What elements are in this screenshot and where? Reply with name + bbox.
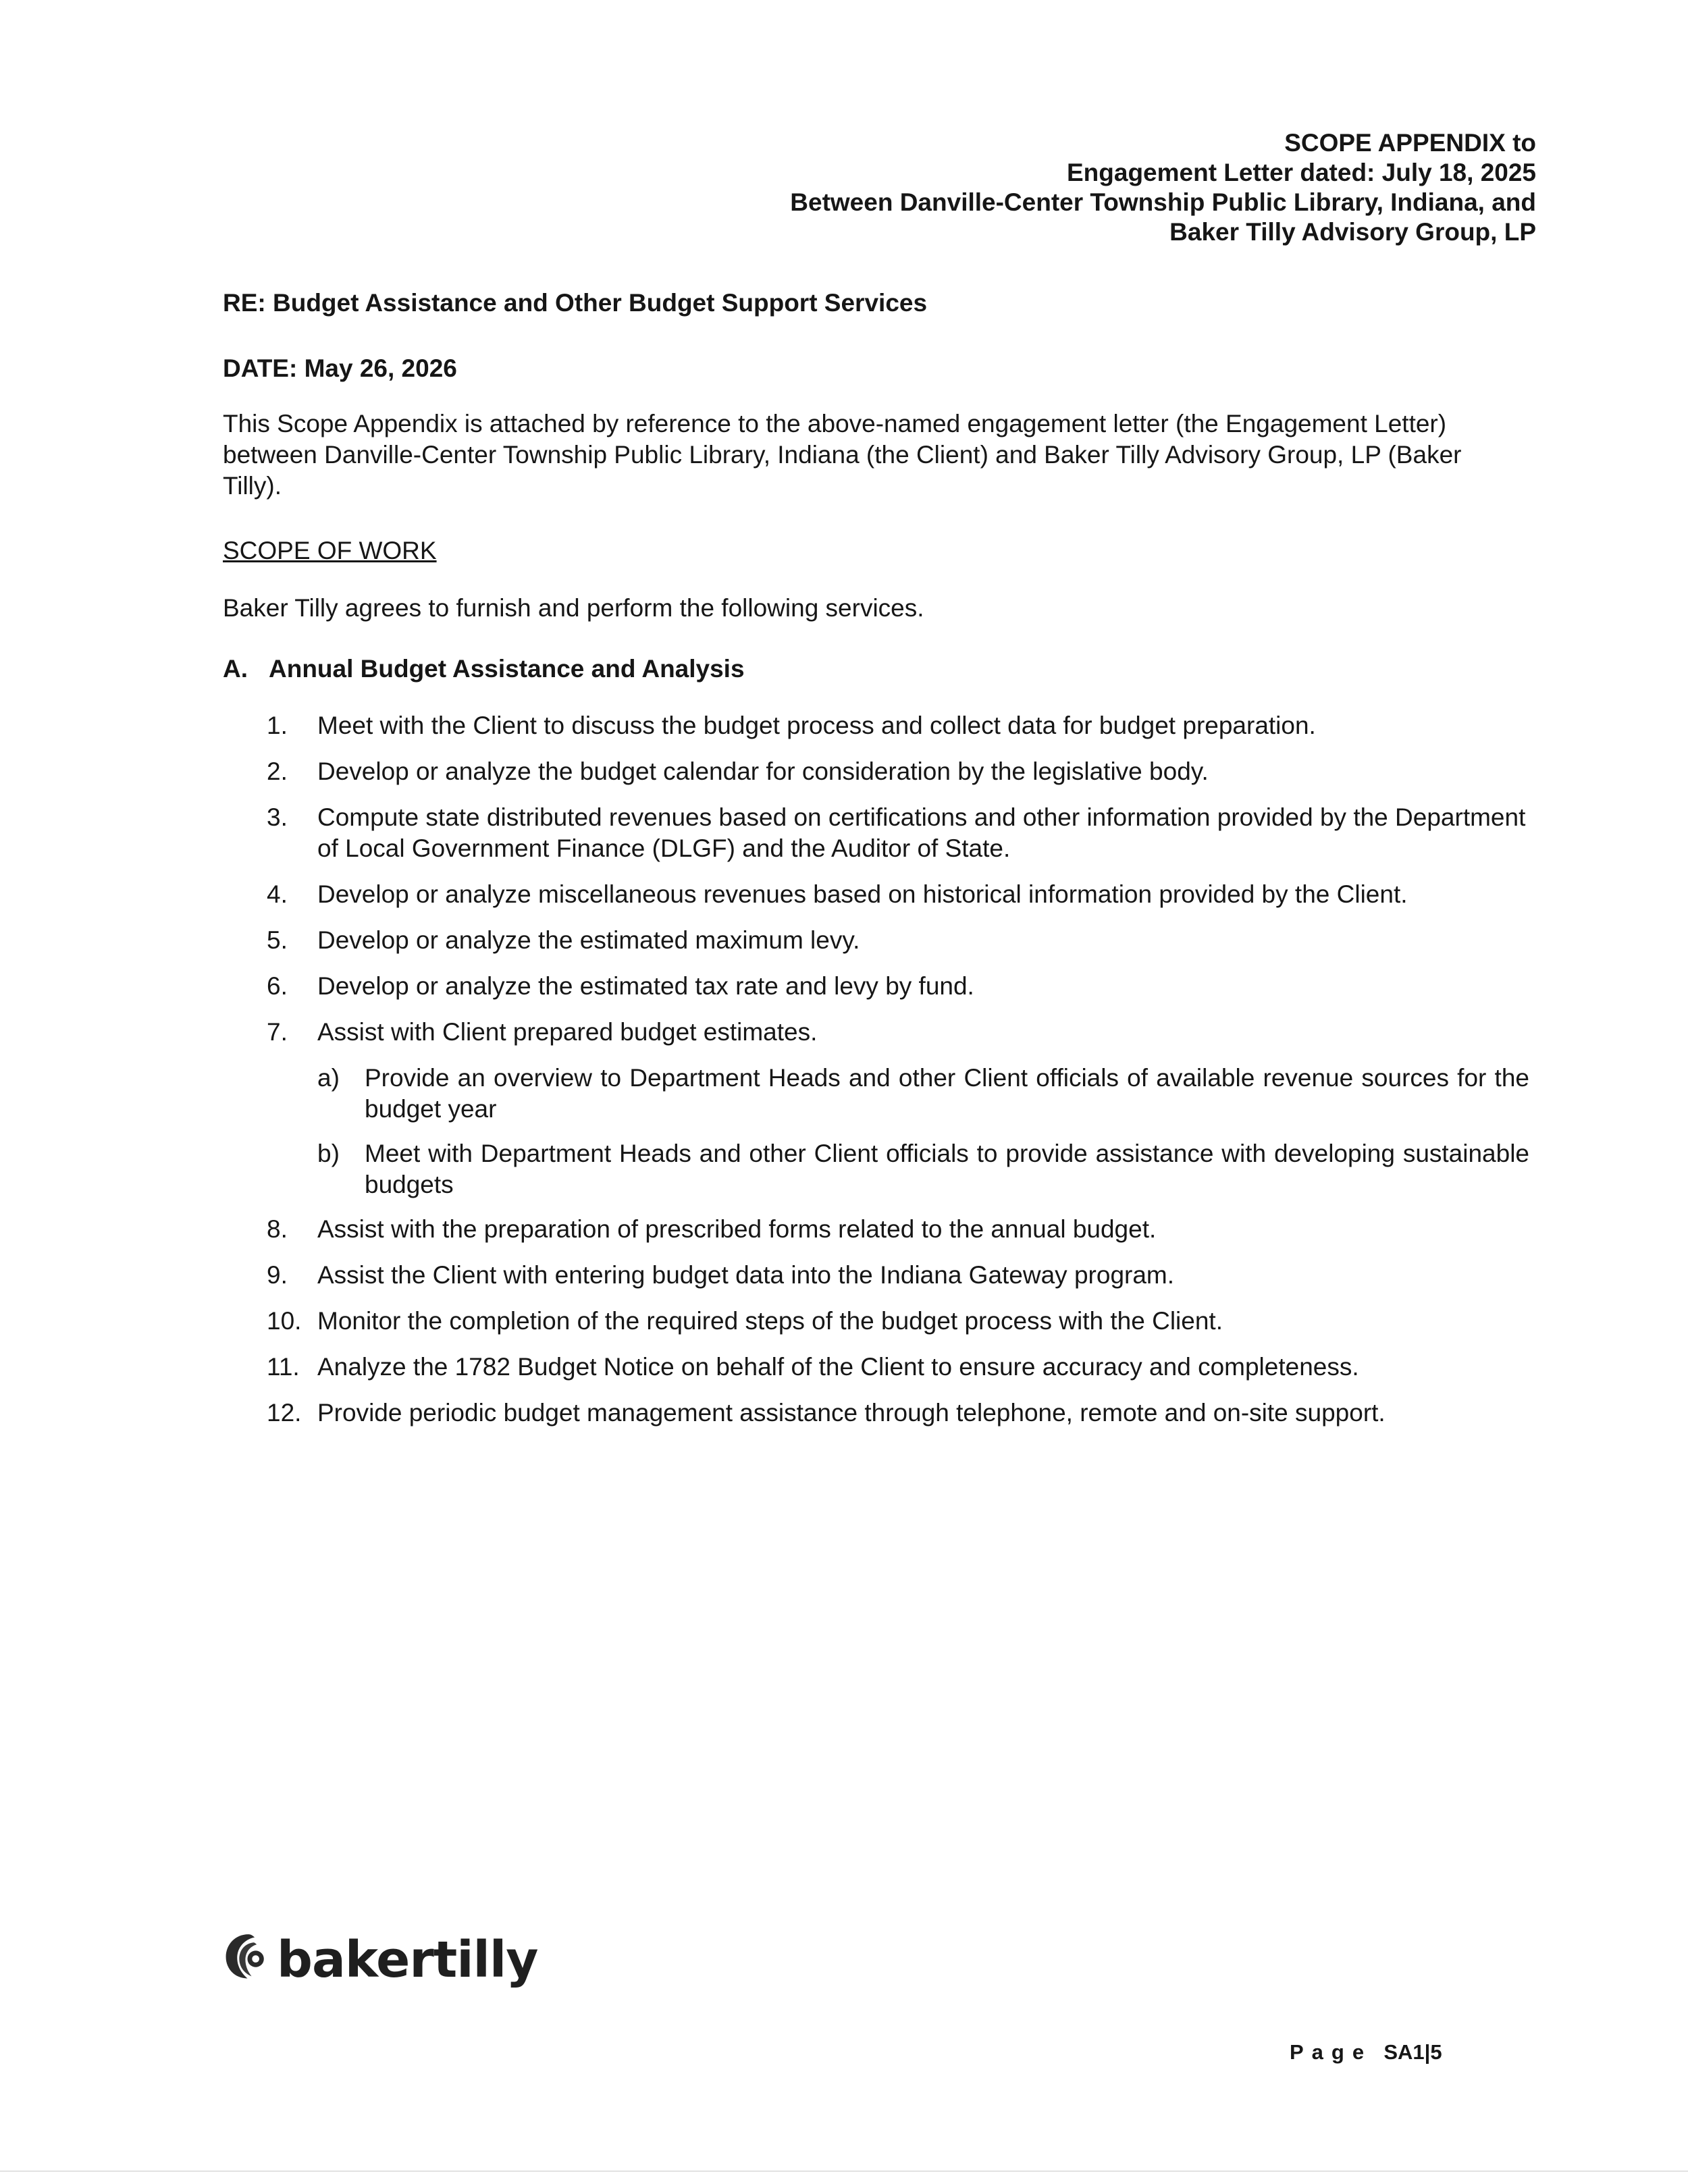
list-item xyxy=(267,971,1529,1002)
scope-of-work-heading: SCOPE OF WORK xyxy=(223,537,437,564)
section-a-heading xyxy=(223,655,745,683)
item-number: 5. xyxy=(267,926,288,954)
date-line: DATE: May 26, 2026 xyxy=(223,354,457,382)
item-text: Compute state distributed revenues based on certifications and other information provided by the Department of Local Government Finance (DLGF) and the Auditor of State. xyxy=(317,803,1526,862)
item-number: 4. xyxy=(267,880,288,908)
sub-item-text: Provide an overview to Department Heads and other Client officials of available revenue sources for the budget year xyxy=(365,1064,1529,1123)
sub-list-item xyxy=(317,1063,1529,1125)
list-item xyxy=(267,1260,1529,1291)
item-text: Assist with the preparation of prescribed forms related to the annual budget. xyxy=(317,1215,1157,1243)
scope-intro-text: Baker Tilly agrees to furnish and perform the following services. xyxy=(223,594,924,622)
list-item xyxy=(267,1397,1529,1429)
sub-item-text: Meet with Department Heads and other Client officials to provide assistance with developing sustainable budgets xyxy=(365,1140,1529,1198)
header-line-2: Engagement Letter dated: July 18, 2025 xyxy=(1066,159,1536,186)
page-number-value: SA1|5 xyxy=(1383,2040,1442,2064)
section-title: Annual Budget Assistance and Analysis xyxy=(269,655,745,683)
item-number: 10. xyxy=(267,1307,302,1335)
list-item xyxy=(267,756,1529,787)
sub-list-item xyxy=(317,1138,1529,1200)
item-text: Analyze the 1782 Budget Notice on behalf of the Client to ensure accuracy and completeness. xyxy=(317,1353,1359,1381)
bakertilly-logo xyxy=(223,1931,538,1989)
header-line-1: SCOPE APPENDIX to xyxy=(1284,129,1536,157)
logo-wordmark: bakertilly xyxy=(277,1931,538,1989)
appendix-header xyxy=(790,128,1536,247)
item-text: Monitor the completion of the required steps of the budget process with the Client. xyxy=(317,1307,1223,1335)
header-line-3: Between Danville-Center Township Public Library, Indiana, and xyxy=(790,188,1536,216)
item-text: Develop or analyze miscellaneous revenues based on historical information provided by the Client. xyxy=(317,880,1408,908)
sub-item-letter: b) xyxy=(317,1140,340,1167)
item-text: Provide periodic budget management assistance through telephone, remote and on-site support. xyxy=(317,1399,1386,1427)
item-number: 2. xyxy=(267,757,288,785)
page-label: Page xyxy=(1290,2040,1373,2064)
list-item xyxy=(267,925,1529,956)
section-letter: A. xyxy=(223,655,248,683)
subject-line: RE: Budget Assistance and Other Budget Support Services xyxy=(223,289,928,317)
page-number xyxy=(1290,2040,1442,2065)
header-line-4: Baker Tilly Advisory Group, LP xyxy=(1169,218,1536,246)
item-number: 3. xyxy=(267,803,288,831)
item-number: 12. xyxy=(267,1399,302,1427)
list-item xyxy=(267,1017,1529,1048)
list-item xyxy=(267,802,1529,864)
list-item xyxy=(267,1306,1529,1337)
item-number: 11. xyxy=(267,1353,300,1381)
services-list xyxy=(267,710,1529,1443)
item-text: Assist with Client prepared budget estimates. xyxy=(317,1018,818,1046)
item-number: 9. xyxy=(267,1261,288,1289)
sub-item-letter: a) xyxy=(317,1064,340,1092)
bakertilly-swirl-icon xyxy=(223,1930,274,1981)
item-number: 6. xyxy=(267,972,288,1000)
list-item xyxy=(267,1352,1529,1383)
item-text: Develop or analyze the estimated tax rate and levy by fund. xyxy=(317,972,974,1000)
sub-list xyxy=(317,1063,1529,1200)
item-text: Meet with the Client to discuss the budget process and collect data for budget preparation. xyxy=(317,712,1316,739)
item-text: Assist the Client with entering budget data into the Indiana Gateway program. xyxy=(317,1261,1175,1289)
item-number: 7. xyxy=(267,1018,288,1046)
item-number: 8. xyxy=(267,1215,288,1243)
item-number: 1. xyxy=(267,712,288,739)
page-edge-line xyxy=(0,2170,1688,2172)
item-text: Develop or analyze the budget calendar for consideration by the legislative body. xyxy=(317,757,1209,785)
list-item xyxy=(267,1214,1529,1245)
intro-paragraph: This Scope Appendix is attached by reference to the above-named engagement letter (the Engagement Letter) between Danville-Center Township Public Library, Indiana (the Client) and Baker Tilly Advisory Group, LP (Baker Tilly). xyxy=(223,410,1462,500)
list-item xyxy=(267,879,1529,910)
list-item xyxy=(267,710,1529,741)
item-text: Develop or analyze the estimated maximum levy. xyxy=(317,926,860,954)
